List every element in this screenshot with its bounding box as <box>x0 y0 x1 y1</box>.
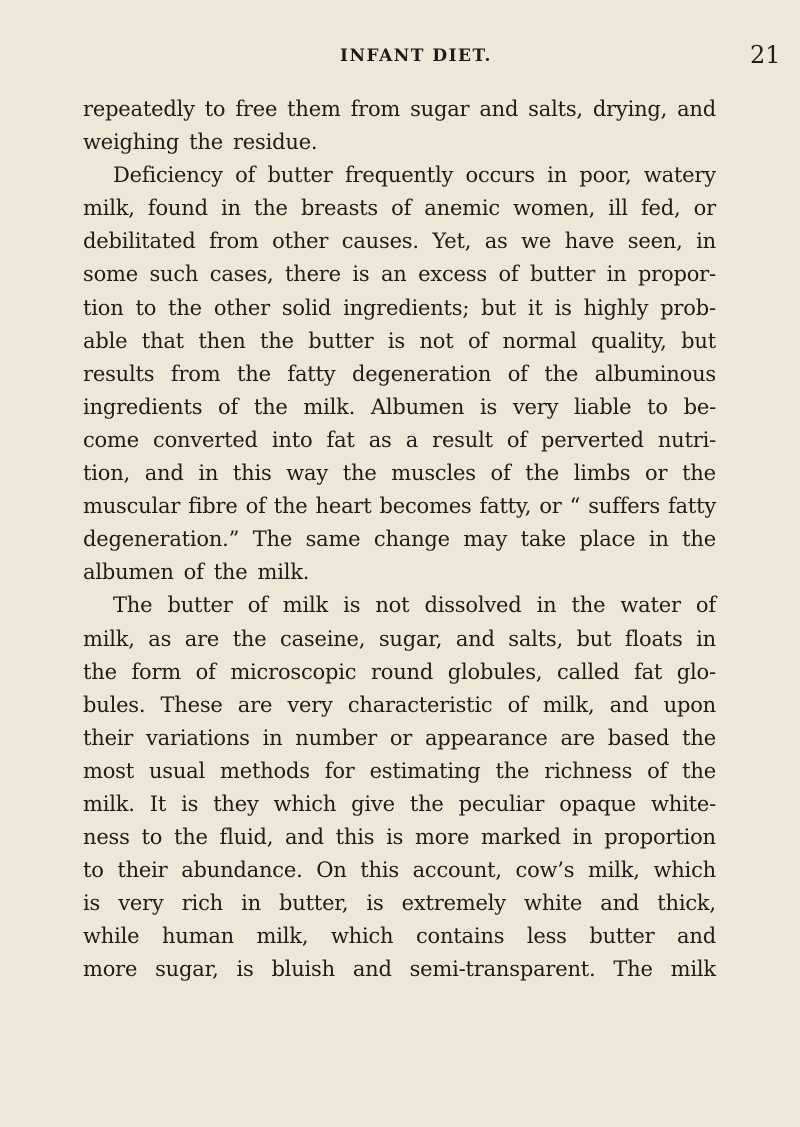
text-line <box>83 589 716 622</box>
word: into <box>271 427 313 452</box>
word: The <box>113 593 153 618</box>
page-header <box>0 38 800 78</box>
text-line <box>83 755 716 788</box>
word: milk, <box>83 626 135 651</box>
word: not <box>375 593 410 618</box>
word: which <box>273 791 337 816</box>
word: bules. <box>83 692 146 717</box>
word: floats <box>624 626 683 651</box>
word: this <box>232 461 272 486</box>
word: ness <box>83 825 130 850</box>
word: it <box>527 295 543 320</box>
word: of <box>218 394 239 419</box>
word: way <box>286 461 329 486</box>
word: their <box>83 725 134 750</box>
word: of <box>391 196 412 221</box>
word: occurs <box>465 163 535 188</box>
text-line <box>83 391 716 424</box>
word: and <box>284 825 324 850</box>
word: cow’s <box>515 858 575 883</box>
text-line <box>83 457 716 490</box>
word: the <box>253 196 288 221</box>
word: the <box>237 361 271 386</box>
word: milk, <box>83 196 135 221</box>
word: butter <box>267 163 333 188</box>
word: is <box>352 262 370 287</box>
word: women, <box>513 196 596 221</box>
word: thick, <box>657 891 716 916</box>
word: proportion <box>604 825 716 850</box>
text-line <box>83 93 716 126</box>
word: butter <box>167 593 233 618</box>
text-line <box>83 358 716 391</box>
word: milk, <box>256 924 309 949</box>
word: debilitated <box>83 229 196 254</box>
word: as <box>148 626 172 651</box>
word: white- <box>651 791 716 816</box>
word: is <box>343 593 361 618</box>
word: be- <box>683 394 716 419</box>
word: of <box>507 692 528 717</box>
word: that <box>141 328 184 353</box>
word: and <box>600 891 640 916</box>
word: come <box>83 427 139 452</box>
word: the <box>273 494 308 519</box>
word: fat <box>634 659 663 684</box>
word: based <box>607 725 670 750</box>
word: the <box>232 626 267 651</box>
word: ingredients <box>83 394 203 419</box>
word: as <box>484 229 508 254</box>
word: and <box>479 97 519 121</box>
word: of <box>695 593 716 618</box>
word: tion, <box>83 461 130 486</box>
word: appearance <box>424 725 548 750</box>
word: caseine, <box>280 626 366 651</box>
word: the <box>495 758 530 783</box>
text-line <box>83 953 716 986</box>
text-line <box>83 258 716 291</box>
word: the <box>260 328 294 353</box>
word: to <box>204 97 226 121</box>
word: Yet, <box>432 229 472 254</box>
word: or <box>389 725 413 750</box>
text-line <box>83 556 716 589</box>
word: milk. <box>83 791 135 816</box>
word: milk, <box>588 858 640 883</box>
word: albumen <box>83 560 174 585</box>
page-number: 21 <box>750 41 781 69</box>
word: cases, <box>209 262 274 287</box>
word: for <box>324 758 355 783</box>
word: a <box>405 427 419 452</box>
word: sugar, <box>155 957 219 982</box>
word: tion <box>83 295 124 320</box>
word: or <box>693 196 716 221</box>
word: On <box>316 858 347 883</box>
word: normal <box>502 328 577 353</box>
word: seen, <box>627 229 683 254</box>
word: microscopic <box>230 659 357 684</box>
word: the <box>173 825 208 850</box>
word: glo- <box>676 659 716 684</box>
word: fibre <box>188 494 238 519</box>
word: are <box>237 692 273 717</box>
word: richness <box>544 758 633 783</box>
word: and <box>677 924 716 949</box>
word: results <box>83 361 155 386</box>
word: and <box>352 957 392 982</box>
word: of <box>507 361 528 386</box>
word: in <box>606 262 627 287</box>
word: limbs <box>573 461 631 486</box>
word: from <box>209 229 259 254</box>
word: quality, <box>591 328 667 353</box>
word: muscular <box>83 494 181 519</box>
word: usual <box>148 758 206 783</box>
word: opaque <box>559 791 636 816</box>
word: frequently <box>344 163 454 188</box>
word: degeneration.” <box>83 527 240 552</box>
word: other <box>272 229 329 254</box>
text-line <box>83 854 716 887</box>
word: abundance. <box>181 858 303 883</box>
word: degeneration <box>351 361 492 386</box>
word: sugar <box>410 97 470 121</box>
text-line <box>83 523 716 556</box>
word: and <box>609 692 649 717</box>
word: the <box>409 791 444 816</box>
word: have <box>564 229 615 254</box>
word: less <box>526 924 567 949</box>
text-line <box>83 722 716 755</box>
word: muscles <box>391 461 476 486</box>
word: account, <box>412 858 502 883</box>
word: such <box>149 262 199 287</box>
word: called <box>556 659 620 684</box>
word: human <box>161 924 234 949</box>
word: take <box>520 527 566 552</box>
word: we <box>521 229 552 254</box>
text-line <box>83 623 716 656</box>
word: in <box>241 891 261 916</box>
word: milk <box>670 957 716 982</box>
text-line <box>83 292 716 325</box>
word: is <box>236 957 254 982</box>
word: or <box>645 461 668 486</box>
word: same <box>305 527 361 552</box>
word: ingredients; <box>343 295 470 320</box>
word: poor, <box>579 163 632 188</box>
word: fat <box>326 427 355 452</box>
word: extremely <box>401 891 506 916</box>
running-head: INFANT DIET. <box>340 46 492 66</box>
word: very <box>512 394 559 419</box>
word: of <box>506 427 527 452</box>
text-line <box>83 788 716 821</box>
word: to <box>83 858 104 883</box>
word: to <box>647 394 668 419</box>
word: not <box>419 328 454 353</box>
word: becomes <box>379 494 472 519</box>
word: some <box>83 262 138 287</box>
word: highly <box>583 295 649 320</box>
word: in <box>220 196 241 221</box>
word: the <box>525 461 560 486</box>
word: or <box>539 494 562 519</box>
text-line <box>83 159 716 192</box>
text-line <box>83 887 716 920</box>
word: able <box>83 328 128 353</box>
word: in <box>536 593 557 618</box>
word: propor- <box>637 262 716 287</box>
word: in <box>696 229 716 254</box>
word: liable <box>574 394 632 419</box>
word: residue. <box>232 130 318 155</box>
word: the <box>342 461 377 486</box>
word: drying, <box>592 97 668 121</box>
word: then <box>198 328 246 353</box>
word: from <box>350 97 401 121</box>
word: peculiar <box>458 791 545 816</box>
word: bluish <box>271 957 335 982</box>
word: more <box>414 825 470 850</box>
word: These <box>160 692 223 717</box>
word: but <box>576 626 612 651</box>
word: this <box>335 825 375 850</box>
word: ill <box>608 196 628 221</box>
word: is <box>83 891 101 916</box>
text-line <box>83 192 716 225</box>
word: in <box>696 626 716 651</box>
word: is <box>480 394 498 419</box>
word: and <box>677 97 716 121</box>
word: result <box>432 427 493 452</box>
word: give <box>351 791 395 816</box>
word: may <box>463 527 508 552</box>
word: of <box>647 758 668 783</box>
word: “ <box>569 494 581 519</box>
word: is <box>181 791 199 816</box>
word: salts, <box>528 97 583 121</box>
word: methods <box>220 758 310 783</box>
word: suffers <box>588 494 660 519</box>
text-line <box>83 656 716 689</box>
word: of <box>467 328 488 353</box>
word: estimating <box>369 758 481 783</box>
word: are <box>184 626 220 651</box>
word: butter <box>589 924 655 949</box>
word: Albumen <box>370 394 465 419</box>
word: of <box>245 494 266 519</box>
word: the <box>682 725 716 750</box>
word: there <box>285 262 341 287</box>
word: globules, <box>447 659 543 684</box>
word: their <box>117 858 168 883</box>
text-line <box>83 424 716 457</box>
word: more <box>83 957 138 982</box>
word: The <box>613 957 653 982</box>
word: but <box>681 328 716 353</box>
word: variations <box>146 725 250 750</box>
word: white <box>524 891 583 916</box>
word: which <box>330 924 394 949</box>
word: The <box>252 527 293 552</box>
text-line <box>83 225 716 258</box>
word: the <box>83 659 117 684</box>
text-line <box>83 920 716 953</box>
word: free <box>235 97 278 121</box>
word: semi-transparent. <box>409 957 596 982</box>
word: milk, <box>542 692 595 717</box>
word: in <box>547 163 568 188</box>
word: causes. <box>341 229 419 254</box>
text-line <box>83 490 716 523</box>
word: the <box>189 130 223 155</box>
text-line <box>83 126 716 159</box>
word: as <box>368 427 392 452</box>
word: the <box>253 394 288 419</box>
text-line <box>83 689 716 722</box>
word: upon <box>663 692 716 717</box>
word: and <box>455 626 495 651</box>
word: fatty <box>667 494 716 519</box>
text-line <box>83 821 716 854</box>
word: this <box>360 858 399 883</box>
word: heart <box>315 494 372 519</box>
word: number <box>295 725 377 750</box>
word: very <box>287 692 333 717</box>
word: of <box>183 560 204 585</box>
word: are <box>560 725 595 750</box>
word: the <box>168 295 202 320</box>
word: in <box>572 825 593 850</box>
word: of <box>490 461 511 486</box>
word: is <box>366 891 384 916</box>
word: repeatedly <box>83 97 195 121</box>
word: is <box>387 328 405 353</box>
word: round <box>370 659 434 684</box>
word: to <box>141 825 163 850</box>
word: very <box>118 891 164 916</box>
word: contains <box>415 924 505 949</box>
word: albuminous <box>594 361 716 386</box>
word: prob- <box>660 295 716 320</box>
word: they <box>213 791 259 816</box>
word: breasts <box>300 196 378 221</box>
word: rich <box>181 891 223 916</box>
word: the <box>682 527 716 552</box>
word: water <box>620 593 681 618</box>
word: butter <box>529 262 596 287</box>
word: marked <box>481 825 561 850</box>
word: butter, <box>279 891 349 916</box>
word: fatty <box>287 361 336 386</box>
word: most <box>83 758 134 783</box>
word: solid <box>281 295 332 320</box>
word: butter <box>308 328 374 353</box>
word: milk <box>282 593 329 618</box>
word: excess <box>418 262 487 287</box>
word: change <box>373 527 450 552</box>
word: nutri- <box>657 427 716 452</box>
word: It <box>149 791 167 816</box>
word: the <box>682 758 716 783</box>
word: converted <box>153 427 258 452</box>
word: dissolved <box>424 593 522 618</box>
word: of <box>247 593 268 618</box>
word: an <box>380 262 407 287</box>
word: form <box>131 659 182 684</box>
word: weighing <box>83 130 180 155</box>
word: fatty, <box>479 494 532 519</box>
word: found <box>147 196 208 221</box>
word: of <box>235 163 256 188</box>
word: characteristic <box>347 692 493 717</box>
word: while <box>83 924 140 949</box>
word: fed, <box>640 196 681 221</box>
word: milk. <box>257 560 310 585</box>
word: Deficiency <box>113 163 223 188</box>
word: is <box>554 295 572 320</box>
word: in <box>262 725 283 750</box>
word: but <box>481 295 516 320</box>
word: milk. <box>303 394 356 419</box>
word: salts, <box>508 626 563 651</box>
word: is <box>386 825 404 850</box>
word: in <box>648 527 669 552</box>
word: to <box>135 295 157 320</box>
word: and <box>144 461 184 486</box>
word: anemic <box>424 196 500 221</box>
body-text <box>83 93 716 987</box>
word: other <box>213 295 270 320</box>
word: which <box>653 858 716 883</box>
text-line <box>83 325 716 358</box>
word: of <box>195 659 216 684</box>
word: the <box>213 560 248 585</box>
word: place <box>579 527 636 552</box>
word: fluid, <box>219 825 274 850</box>
word: from <box>170 361 221 386</box>
word: in <box>198 461 219 486</box>
word: of <box>498 262 519 287</box>
word: the <box>682 461 716 486</box>
word: them <box>287 97 341 121</box>
word: the <box>544 361 579 386</box>
word: watery <box>643 163 716 188</box>
word: perverted <box>541 427 644 452</box>
word: the <box>571 593 606 618</box>
word: sugar, <box>378 626 443 651</box>
